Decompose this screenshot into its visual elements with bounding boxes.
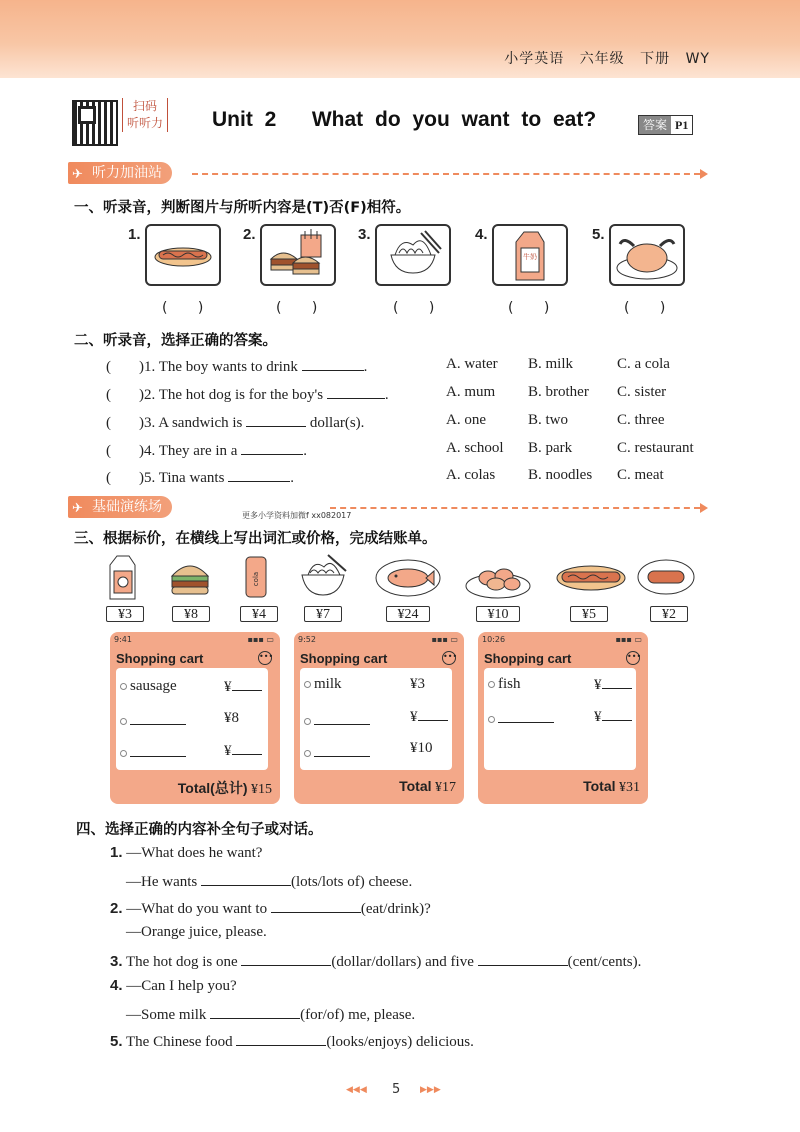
status-time: 9:52 <box>298 635 316 644</box>
runner-icon: ✈ <box>72 167 83 182</box>
q-number: 5. <box>110 1033 123 1050</box>
price-tag: ¥7 <box>304 606 342 622</box>
scan-label <box>122 98 168 132</box>
banner-text: 听力加油站 <box>92 165 162 181</box>
option-c[interactable]: C. meat <box>617 467 664 483</box>
q2-row-3 <box>106 412 364 432</box>
paren-open: ( <box>106 443 111 459</box>
answer-blank[interactable] <box>236 1031 326 1046</box>
hot-dog-icon <box>554 560 628 596</box>
cart-item <box>304 710 370 730</box>
cart-price: ¥8 <box>224 710 239 726</box>
radio-icon[interactable] <box>488 716 495 723</box>
more-icon[interactable]: ••• <box>442 651 456 665</box>
price-blank[interactable] <box>602 674 632 689</box>
option-a[interactable]: A. colas <box>446 467 496 483</box>
qr-code-icon[interactable] <box>72 100 118 146</box>
hot-dog-icon <box>151 235 215 275</box>
more-icon[interactable]: ••• <box>258 651 272 665</box>
radio-icon[interactable] <box>120 750 127 757</box>
section-banner-listening <box>68 162 172 184</box>
radio-icon[interactable] <box>120 718 127 725</box>
q-number: 4. <box>110 977 123 994</box>
q4-heading: 四、选择正确的内容补全句子或对话。 <box>76 822 323 838</box>
option-a[interactable]: A. mum <box>446 384 496 400</box>
q1-pic-4 <box>492 224 568 286</box>
total-label: Total <box>399 778 432 794</box>
stem: The boy wants to drink <box>158 359 298 375</box>
item-blank[interactable] <box>314 742 370 757</box>
cart-total <box>583 778 640 796</box>
cart-item <box>488 676 521 693</box>
q1-num: 4. <box>475 226 488 243</box>
watermark-note: 更多小学资料加微f xx082017 <box>242 511 352 520</box>
q1-pic-5 <box>609 224 685 286</box>
header-subject: 小学英语 <box>504 51 565 67</box>
q3-heading: 三、根据标价，在横线上写出词汇或价格，完成结账单。 <box>74 531 437 547</box>
item-blank[interactable] <box>130 742 186 757</box>
milk-carton-icon <box>510 228 550 282</box>
cart-list <box>116 668 268 770</box>
q-number: 1. <box>110 844 123 861</box>
cart-price <box>224 676 262 696</box>
price-text: ¥ <box>410 709 418 725</box>
divider <box>330 507 700 509</box>
price-text: ¥ <box>594 677 602 693</box>
total-value: ¥31 <box>619 780 640 795</box>
line-text: The Chinese food <box>126 1034 233 1050</box>
milk-carton-text: 牛奶 <box>523 253 537 261</box>
cart-price: ¥3 <box>410 676 425 692</box>
line-text: —What does he want? <box>126 845 263 861</box>
q4-line <box>126 871 412 891</box>
q1-num: 5. <box>592 226 605 243</box>
radio-icon[interactable] <box>304 718 311 725</box>
option-b[interactable]: B. brother <box>528 384 589 400</box>
stem-end: dollar(s). <box>309 415 365 431</box>
line-text: —Orange juice, please. <box>126 924 267 940</box>
q4-line <box>110 951 641 971</box>
status-time: 10:26 <box>482 635 506 644</box>
line-text: —What do you want to <box>126 901 268 917</box>
line-text: The hot dog is one <box>126 954 238 970</box>
option-b[interactable]: B. two <box>528 412 569 428</box>
status-icons: ▪▪▪ ▭ <box>615 635 642 644</box>
price-text: ¥ <box>594 709 602 725</box>
answer-blank[interactable] <box>241 951 331 966</box>
cart-list <box>484 668 636 770</box>
price-tag: ¥24 <box>386 606 430 622</box>
option-c[interactable]: C. three <box>617 412 665 428</box>
noodles-icon <box>298 553 348 601</box>
q-number: )2. <box>139 387 156 403</box>
status-icons: ▪▪▪ ▭ <box>431 635 458 644</box>
fish-icon <box>374 556 442 598</box>
price-tag: ¥2 <box>650 606 688 622</box>
total-label: Total <box>583 778 616 794</box>
price-blank[interactable] <box>232 676 262 691</box>
paren-open: ( <box>106 359 111 375</box>
price-tag: ¥4 <box>240 606 278 622</box>
q1-pic-2 <box>260 224 336 286</box>
stem: They are in a <box>158 443 238 459</box>
answer-label: 答案 <box>639 116 671 134</box>
answer-blank[interactable] <box>327 384 385 399</box>
paren-open: ( <box>106 470 111 486</box>
radio-icon[interactable] <box>120 683 127 690</box>
q1-num: 3. <box>358 226 371 243</box>
cola-can-text: cola <box>252 571 260 587</box>
option-c[interactable]: C. restaurant <box>617 440 694 456</box>
answer-paren[interactable]: ( ) <box>393 300 435 316</box>
header-term: 下册 <box>640 51 671 67</box>
line-text: (eat/drink)? <box>360 901 431 917</box>
line-text: (lots/lots of) cheese. <box>291 874 413 890</box>
cola-can-icon <box>242 553 270 601</box>
stem-end: . <box>303 443 307 459</box>
cart-price <box>224 740 262 760</box>
line-text: (dollar/dollars) and five <box>331 954 474 970</box>
option-c[interactable]: C. a cola <box>617 356 670 372</box>
arrow-icon <box>700 169 708 179</box>
option-b[interactable]: B. park <box>528 440 573 456</box>
stem-end: . <box>384 387 389 403</box>
prev-arrows-icon[interactable]: ◀◀◀ <box>346 1085 367 1095</box>
q1-heading: 一、听录音，判断图片与所听内容是(T)否(F)相符。 <box>74 200 411 216</box>
item-name: milk <box>314 676 342 692</box>
q2-row-1 <box>106 356 367 376</box>
radio-icon[interactable] <box>488 681 495 688</box>
header-grade: 六年级 <box>579 51 625 67</box>
noodles-icon <box>381 229 445 281</box>
header-info <box>504 48 710 68</box>
q-number: )3. <box>139 415 156 431</box>
roast-chicken-icon <box>614 228 680 282</box>
cart-price <box>594 674 632 694</box>
q4-line <box>110 844 262 862</box>
runner-icon: ✈ <box>72 501 83 516</box>
cart-item <box>120 710 186 730</box>
q-number: 3. <box>110 953 123 970</box>
cart-price <box>410 706 448 726</box>
item-name: fish <box>498 676 521 692</box>
q4-line <box>126 1004 415 1024</box>
q4-line <box>126 924 267 941</box>
line-text: —Can I help you? <box>126 978 237 994</box>
price-blank[interactable] <box>602 706 632 721</box>
answer-blank[interactable] <box>478 951 568 966</box>
divider <box>192 173 700 175</box>
q2-heading: 二、听录音，选择正确的答案。 <box>74 333 277 349</box>
q2-row-5 <box>106 467 294 487</box>
radio-icon[interactable] <box>304 681 311 688</box>
page-number: 5 <box>392 1082 401 1097</box>
option-a[interactable]: A. school <box>446 440 504 456</box>
cart-title: Shopping cart <box>484 651 572 666</box>
cart-item <box>488 708 554 728</box>
cart-price: ¥10 <box>410 740 433 756</box>
cart-title: Shopping cart <box>300 651 388 666</box>
q-number: )4. <box>139 443 156 459</box>
option-a[interactable]: A. water <box>446 356 498 372</box>
answer-blank[interactable] <box>210 1004 300 1019</box>
cart-total <box>399 778 456 796</box>
q-number: )5. <box>139 470 156 486</box>
q4-line <box>110 977 237 995</box>
option-b[interactable]: B. noodles <box>528 467 593 483</box>
q4-line <box>110 1031 474 1051</box>
q2-row-2 <box>106 384 389 404</box>
stem-end: . <box>290 470 294 486</box>
q1-pic-3 <box>375 224 451 286</box>
sausage-icon <box>636 556 696 598</box>
item-name: sausage <box>130 678 177 694</box>
price-tag: ¥3 <box>106 606 144 622</box>
stem: A sandwich is <box>158 415 243 431</box>
total-value: ¥17 <box>435 780 456 795</box>
scan-label-line1: 扫码 <box>132 99 157 113</box>
price-tag: ¥5 <box>570 606 608 622</box>
section-banner-practice <box>68 496 172 518</box>
stem-end: . <box>363 359 368 375</box>
answer-paren[interactable]: ( ) <box>276 300 318 316</box>
answer-blank[interactable] <box>246 412 306 427</box>
option-b[interactable]: B. milk <box>528 356 574 372</box>
scan-label-line2: 听听力 <box>126 116 163 130</box>
header-edition: WY <box>685 51 710 67</box>
answer-box[interactable] <box>638 115 693 135</box>
stem: The hot dog is for the boy's <box>158 387 324 403</box>
banner-text: 基础演练场 <box>92 499 162 515</box>
cart-list <box>300 668 452 770</box>
answer-paren[interactable]: ( ) <box>162 300 204 316</box>
page-title: Unit 2 What do you want to eat? <box>212 108 597 131</box>
chicken-icon <box>464 556 532 600</box>
answer-blank[interactable] <box>201 871 291 886</box>
shopping-cart-card <box>294 632 464 804</box>
line-text: —Some milk <box>126 1007 207 1023</box>
answer-blank[interactable] <box>271 898 361 913</box>
line-text: (looks/enjoys) delicious. <box>326 1034 474 1050</box>
shopping-cart-card <box>110 632 280 804</box>
item-blank[interactable] <box>314 710 370 725</box>
stem: Tina wants <box>158 470 225 486</box>
paren-open: ( <box>106 387 111 403</box>
answer-blank[interactable] <box>228 467 290 482</box>
price-text: ¥ <box>224 679 232 695</box>
cart-item <box>120 678 177 695</box>
line-text: (cent/cents). <box>567 954 642 970</box>
q2-row-4 <box>106 440 307 460</box>
q1-pic-1 <box>145 224 221 286</box>
paren-open: ( <box>106 415 111 431</box>
line-text: —He wants <box>126 874 198 890</box>
cart-item <box>304 676 342 693</box>
burgers-fries-icon <box>265 229 331 281</box>
q1-num: 1. <box>128 226 141 243</box>
cart-price <box>594 706 632 726</box>
line-text: (for/of) me, please. <box>300 1007 416 1023</box>
q-number: )1. <box>139 359 156 375</box>
status-icons: ▪▪▪ ▭ <box>247 635 274 644</box>
hamburger-icon <box>168 556 212 600</box>
radio-icon[interactable] <box>304 750 311 757</box>
price-tag: ¥8 <box>172 606 210 622</box>
price-tag: ¥10 <box>476 606 520 622</box>
price-blank[interactable] <box>418 706 448 721</box>
q1-num: 2. <box>243 226 256 243</box>
answer-paren[interactable]: ( ) <box>624 300 666 316</box>
cart-total <box>178 778 272 798</box>
next-arrows-icon[interactable]: ▶▶▶ <box>420 1085 441 1095</box>
shopping-cart-card <box>478 632 648 804</box>
answer-blank[interactable] <box>302 356 364 371</box>
arrow-icon <box>700 503 708 513</box>
item-blank[interactable] <box>498 708 554 723</box>
answer-paren[interactable]: ( ) <box>508 300 550 316</box>
cart-item <box>120 742 186 762</box>
price-text: ¥ <box>224 743 232 759</box>
item-blank[interactable] <box>130 710 186 725</box>
cart-item <box>304 742 370 762</box>
option-c[interactable]: C. sister <box>617 384 667 400</box>
status-time: 9:41 <box>114 635 132 644</box>
option-a[interactable]: A. one <box>446 412 486 428</box>
total-value: ¥15 <box>251 782 272 797</box>
answer-blank[interactable] <box>241 440 303 455</box>
cart-title: Shopping cart <box>116 651 204 666</box>
more-icon[interactable]: ••• <box>626 651 640 665</box>
price-blank[interactable] <box>232 740 262 755</box>
q-number: 2. <box>110 900 123 917</box>
total-label: Total(总计) <box>177 780 248 796</box>
milk-carton-icon <box>106 553 140 601</box>
q4-line <box>110 898 431 918</box>
answer-page: P1 <box>675 118 689 132</box>
